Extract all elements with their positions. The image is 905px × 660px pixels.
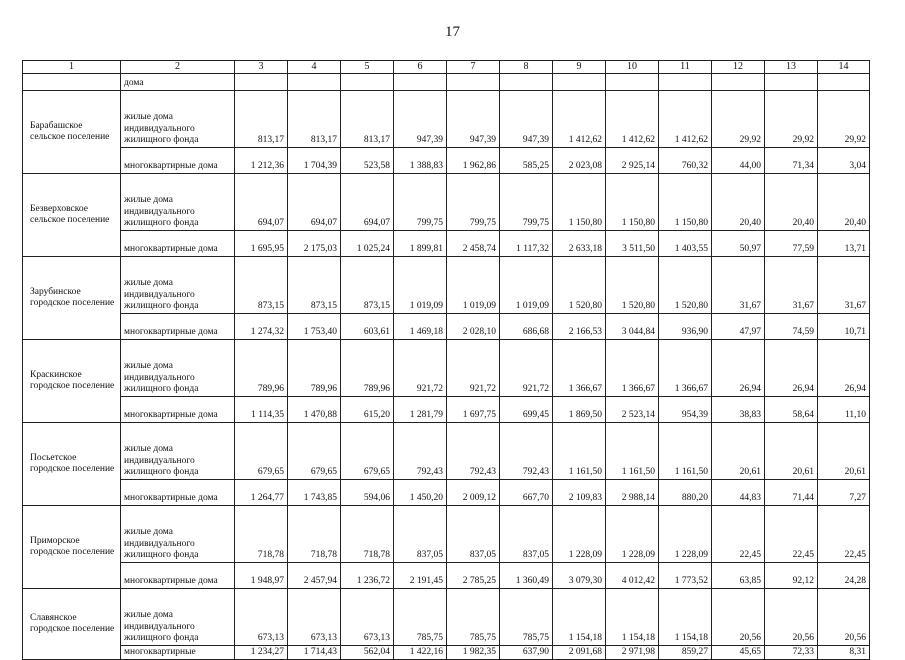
column-number: 4: [288, 61, 341, 74]
value-cell: [288, 73, 341, 90]
value-cell: 13,71: [818, 230, 870, 256]
value-cell: 26,94: [765, 339, 818, 396]
value-cell: 1 704,39: [288, 147, 341, 173]
housing-type-cell: многоквартирные дома: [121, 147, 235, 173]
value-cell: 1 520,80: [553, 256, 606, 313]
table-row: [23, 505, 870, 562]
value-cell: [553, 73, 606, 90]
value-cell: 615,20: [341, 396, 394, 422]
value-cell: 1 161,50: [659, 422, 712, 479]
value-cell: 837,05: [500, 505, 553, 562]
column-number: 12: [712, 61, 765, 74]
value-cell: 785,75: [447, 588, 500, 645]
table-row: [23, 313, 870, 339]
page-number: 17: [445, 24, 460, 40]
value-cell: 1 450,20: [394, 479, 447, 505]
value-cell: 718,78: [288, 505, 341, 562]
municipality-name: Приморское городское поселение: [23, 505, 121, 588]
value-cell: 673,13: [288, 588, 341, 645]
value-cell: 3 079,30: [553, 562, 606, 588]
value-cell: 837,05: [447, 505, 500, 562]
value-cell: 1 150,80: [553, 173, 606, 230]
value-cell: 921,72: [447, 339, 500, 396]
column-number: 10: [606, 61, 659, 74]
value-cell: 1 469,18: [394, 313, 447, 339]
housing-type-cell: дома: [121, 73, 235, 90]
column-number: 7: [447, 61, 500, 74]
value-cell: 11,10: [818, 396, 870, 422]
housing-type-cell: многоквартирные: [121, 645, 235, 659]
value-cell: 20,61: [818, 422, 870, 479]
table-row: [23, 562, 870, 588]
value-cell: 667,70: [500, 479, 553, 505]
value-cell: 2 971,98: [606, 645, 659, 659]
value-cell: 1 161,50: [553, 422, 606, 479]
column-number: 11: [659, 61, 712, 74]
value-cell: 1 234,27: [235, 645, 288, 659]
value-cell: 837,05: [394, 505, 447, 562]
value-cell: 50,97: [712, 230, 765, 256]
value-cell: 1 388,83: [394, 147, 447, 173]
value-cell: 873,15: [235, 256, 288, 313]
value-cell: 22,45: [765, 505, 818, 562]
column-number-row: [23, 61, 870, 74]
value-cell: 694,07: [235, 173, 288, 230]
value-cell: 1 743,85: [288, 479, 341, 505]
value-cell: 1 360,49: [500, 562, 553, 588]
value-cell: 2 458,74: [447, 230, 500, 256]
value-cell: 31,67: [765, 256, 818, 313]
value-cell: 74,59: [765, 313, 818, 339]
value-cell: 20,40: [818, 173, 870, 230]
value-cell: 8,31: [818, 645, 870, 659]
value-cell: 45,65: [712, 645, 765, 659]
table-row: [23, 230, 870, 256]
value-cell: 10,71: [818, 313, 870, 339]
value-cell: 1 264,77: [235, 479, 288, 505]
value-cell: 921,72: [500, 339, 553, 396]
housing-type-cell: жилые дома индивидуального жилищного фонда: [121, 90, 235, 147]
value-cell: 44,00: [712, 147, 765, 173]
table-row: [23, 339, 870, 396]
column-number: 1: [23, 61, 121, 74]
value-cell: 799,75: [447, 173, 500, 230]
value-cell: 1 412,62: [659, 90, 712, 147]
value-cell: 785,75: [394, 588, 447, 645]
value-cell: 813,17: [235, 90, 288, 147]
value-cell: 1 150,80: [606, 173, 659, 230]
column-number: 5: [341, 61, 394, 74]
table-row: [23, 422, 870, 479]
value-cell: 58,64: [765, 396, 818, 422]
value-cell: 1 366,67: [606, 339, 659, 396]
value-cell: 1 281,79: [394, 396, 447, 422]
value-cell: 699,45: [500, 396, 553, 422]
municipality-name: Барабашское сельское поселение: [23, 90, 121, 173]
value-cell: 1 899,81: [394, 230, 447, 256]
value-cell: 1 274,32: [235, 313, 288, 339]
value-cell: 2 523,14: [606, 396, 659, 422]
table-row: [23, 90, 870, 147]
value-cell: 1 150,80: [659, 173, 712, 230]
value-cell: 92,12: [765, 562, 818, 588]
table-row: [23, 645, 870, 659]
value-cell: 679,65: [341, 422, 394, 479]
value-cell: 2 109,83: [553, 479, 606, 505]
value-cell: 29,92: [818, 90, 870, 147]
value-cell: 2 009,12: [447, 479, 500, 505]
value-cell: [712, 73, 765, 90]
value-cell: 789,96: [235, 339, 288, 396]
value-cell: 1 773,52: [659, 562, 712, 588]
value-cell: 22,45: [712, 505, 765, 562]
housing-type-cell: жилые дома индивидуального жилищного фонда: [121, 588, 235, 645]
value-cell: 2 633,18: [553, 230, 606, 256]
value-cell: 1 714,43: [288, 645, 341, 659]
table-row: [23, 479, 870, 505]
value-cell: 26,94: [818, 339, 870, 396]
value-cell: 1 117,32: [500, 230, 553, 256]
value-cell: 1 212,36: [235, 147, 288, 173]
value-cell: [765, 73, 818, 90]
value-cell: 71,44: [765, 479, 818, 505]
value-cell: 3 511,50: [606, 230, 659, 256]
value-cell: [659, 73, 712, 90]
value-cell: 1 422,16: [394, 645, 447, 659]
continuation-row: [23, 73, 870, 90]
value-cell: 523,58: [341, 147, 394, 173]
value-cell: [394, 73, 447, 90]
value-cell: 2 191,45: [394, 562, 447, 588]
value-cell: 921,72: [394, 339, 447, 396]
municipality-name: Зарубинское городское поселение: [23, 256, 121, 339]
value-cell: 1 470,88: [288, 396, 341, 422]
value-cell: 799,75: [500, 173, 553, 230]
value-cell: 792,43: [447, 422, 500, 479]
value-cell: 1 154,18: [553, 588, 606, 645]
housing-type-cell: жилые дома индивидуального жилищного фонда: [121, 256, 235, 313]
value-cell: 1 753,40: [288, 313, 341, 339]
column-number: 14: [818, 61, 870, 74]
housing-type-cell: жилые дома индивидуального жилищного фонда: [121, 173, 235, 230]
tariff-table: [22, 60, 870, 660]
value-cell: 799,75: [394, 173, 447, 230]
value-cell: 2 091,68: [553, 645, 606, 659]
municipality-name: Безверховское сельское поселение: [23, 173, 121, 256]
municipality-name: Посьетское городское поселение: [23, 422, 121, 505]
table-row: [23, 256, 870, 313]
value-cell: 20,40: [765, 173, 818, 230]
value-cell: [447, 73, 500, 90]
value-cell: 1 520,80: [606, 256, 659, 313]
value-cell: 2 988,14: [606, 479, 659, 505]
value-cell: 694,07: [341, 173, 394, 230]
value-cell: 77,59: [765, 230, 818, 256]
value-cell: 20,56: [818, 588, 870, 645]
table-row: [23, 396, 870, 422]
value-cell: 585,25: [500, 147, 553, 173]
value-cell: 2 175,03: [288, 230, 341, 256]
value-cell: 637,90: [500, 645, 553, 659]
value-cell: 3 044,84: [606, 313, 659, 339]
value-cell: [341, 73, 394, 90]
value-cell: 603,61: [341, 313, 394, 339]
value-cell: 1 114,35: [235, 396, 288, 422]
value-cell: 20,56: [765, 588, 818, 645]
value-cell: 38,83: [712, 396, 765, 422]
value-cell: 31,67: [712, 256, 765, 313]
value-cell: 1 366,67: [553, 339, 606, 396]
value-cell: 1 697,75: [447, 396, 500, 422]
value-cell: 1 228,09: [553, 505, 606, 562]
value-cell: 20,61: [765, 422, 818, 479]
value-cell: 1 869,50: [553, 396, 606, 422]
column-number: 6: [394, 61, 447, 74]
value-cell: 718,78: [235, 505, 288, 562]
value-cell: 26,94: [712, 339, 765, 396]
column-number: 8: [500, 61, 553, 74]
value-cell: 760,32: [659, 147, 712, 173]
value-cell: 20,61: [712, 422, 765, 479]
housing-type-cell: многоквартирные дома: [121, 313, 235, 339]
value-cell: [500, 73, 553, 90]
housing-type-cell: многоквартирные дома: [121, 479, 235, 505]
value-cell: 20,56: [712, 588, 765, 645]
value-cell: 694,07: [288, 173, 341, 230]
table-row: [23, 588, 870, 645]
housing-type-cell: многоквартирные дома: [121, 230, 235, 256]
value-cell: 31,67: [818, 256, 870, 313]
value-cell: 63,85: [712, 562, 765, 588]
municipality-name: Славянское городское поселение: [23, 588, 121, 659]
value-cell: 679,65: [235, 422, 288, 479]
value-cell: 20,40: [712, 173, 765, 230]
housing-type-cell: многоквартирные дома: [121, 562, 235, 588]
value-cell: 1 019,09: [394, 256, 447, 313]
table-row: [23, 147, 870, 173]
value-cell: 71,34: [765, 147, 818, 173]
value-cell: 1 962,86: [447, 147, 500, 173]
value-cell: 2 166,53: [553, 313, 606, 339]
value-cell: 2 785,25: [447, 562, 500, 588]
column-number: 13: [765, 61, 818, 74]
value-cell: 718,78: [341, 505, 394, 562]
value-cell: 47,97: [712, 313, 765, 339]
value-cell: 1 403,55: [659, 230, 712, 256]
table-body: [23, 61, 870, 660]
column-number: 3: [235, 61, 288, 74]
value-cell: 686,68: [500, 313, 553, 339]
housing-type-cell: жилые дома индивидуального жилищного фонда: [121, 505, 235, 562]
value-cell: 1 019,09: [500, 256, 553, 313]
value-cell: 2 023,08: [553, 147, 606, 173]
value-cell: 954,39: [659, 396, 712, 422]
value-cell: [818, 73, 870, 90]
municipality-name: Краскинское городское поселение: [23, 339, 121, 422]
value-cell: 72,33: [765, 645, 818, 659]
value-cell: 679,65: [288, 422, 341, 479]
value-cell: 1 982,35: [447, 645, 500, 659]
value-cell: 673,13: [235, 588, 288, 645]
value-cell: 1 520,80: [659, 256, 712, 313]
value-cell: 1 236,72: [341, 562, 394, 588]
table-row: [23, 173, 870, 230]
column-number: 2: [121, 61, 235, 74]
housing-type-cell: многоквартирные дома: [121, 396, 235, 422]
value-cell: 785,75: [500, 588, 553, 645]
value-cell: 1 948,97: [235, 562, 288, 588]
value-cell: 947,39: [447, 90, 500, 147]
value-cell: 7,27: [818, 479, 870, 505]
value-cell: 1 695,95: [235, 230, 288, 256]
value-cell: 789,96: [288, 339, 341, 396]
value-cell: 4 012,42: [606, 562, 659, 588]
value-cell: 792,43: [500, 422, 553, 479]
housing-type-cell: жилые дома индивидуального жилищного фонда: [121, 339, 235, 396]
value-cell: 947,39: [394, 90, 447, 147]
value-cell: 44,83: [712, 479, 765, 505]
value-cell: [606, 73, 659, 90]
value-cell: 873,15: [341, 256, 394, 313]
value-cell: 29,92: [712, 90, 765, 147]
value-cell: 1 154,18: [659, 588, 712, 645]
value-cell: 813,17: [341, 90, 394, 147]
value-cell: 813,17: [288, 90, 341, 147]
column-number: 9: [553, 61, 606, 74]
value-cell: 22,45: [818, 505, 870, 562]
value-cell: 1 366,67: [659, 339, 712, 396]
value-cell: 2 925,14: [606, 147, 659, 173]
value-cell: 1 228,09: [606, 505, 659, 562]
value-cell: 1 228,09: [659, 505, 712, 562]
value-cell: 1 412,62: [606, 90, 659, 147]
value-cell: [235, 73, 288, 90]
value-cell: 562,04: [341, 645, 394, 659]
value-cell: 947,39: [500, 90, 553, 147]
value-cell: 873,15: [288, 256, 341, 313]
value-cell: 1 019,09: [447, 256, 500, 313]
value-cell: 594,06: [341, 479, 394, 505]
municipality-cell: [23, 73, 121, 90]
housing-type-cell: жилые дома индивидуального жилищного фонда: [121, 422, 235, 479]
value-cell: 3,04: [818, 147, 870, 173]
value-cell: 2 028,10: [447, 313, 500, 339]
value-cell: 880,20: [659, 479, 712, 505]
value-cell: 1 025,24: [341, 230, 394, 256]
value-cell: 936,90: [659, 313, 712, 339]
value-cell: 1 154,18: [606, 588, 659, 645]
value-cell: 29,92: [765, 90, 818, 147]
value-cell: 789,96: [341, 339, 394, 396]
value-cell: 1 412,62: [553, 90, 606, 147]
value-cell: 859,27: [659, 645, 712, 659]
value-cell: 792,43: [394, 422, 447, 479]
value-cell: 1 161,50: [606, 422, 659, 479]
value-cell: 673,13: [341, 588, 394, 645]
value-cell: 24,28: [818, 562, 870, 588]
value-cell: 2 457,94: [288, 562, 341, 588]
